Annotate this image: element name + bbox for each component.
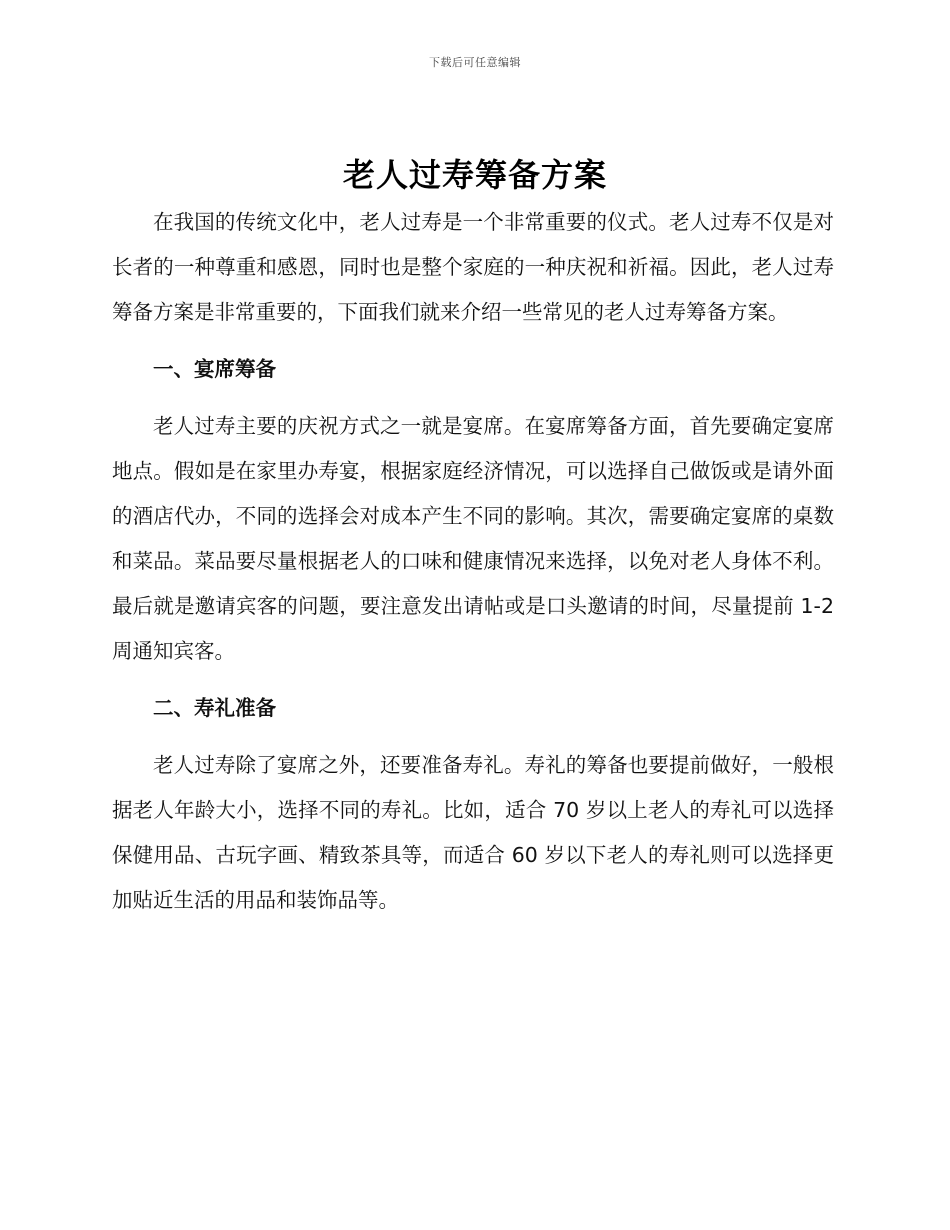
section-heading-gift: 二、寿礼准备 (153, 696, 276, 720)
section-heading-banquet: 一、宴席筹备 (153, 357, 276, 381)
document-body (112, 200, 834, 923)
section-body-banquet: 老人过寿主要的庆祝方式之一就是宴席。在宴席筹备方面，首先要确定宴席地点。假如是在家里办寿宴，根据家庭经济情况，可以选择自己做饭或是请外面的酒店代办，不同的选择会对成本产生不同的影响。其次，需要确定宴席的桌数和菜品。菜品要尽量根据老人的口味和健康情况来选择，以免对老人身体不利。最后就是邀请宾客的问题，要注意发出请帖或是口头邀请的时间，尽量提前 1-2 周通知宾客。 (112, 414, 834, 663)
document-title: 老人过寿筹备方案 (342, 156, 607, 194)
header-note: 下载后可任意编辑 (429, 56, 521, 69)
intro-paragraph: 在我国的传统文化中，老人过寿是一个非常重要的仪式。老人过寿不仅是对长者的一种尊重和感恩，同时也是整个家庭的一种庆祝和祈福。因此，老人过寿筹备方案是非常重要的，下面我们就来介绍一些常见的老人过寿筹备方案。 (112, 210, 834, 324)
section-body-gift: 老人过寿除了宴席之外，还要准备寿礼。寿礼的筹备也要提前做好，一般根据老人年龄大小，选择不同的寿礼。比如，适合 70 岁以上老人的寿礼可以选择保健用品、古玩字画、精致茶具等，而适合 60 岁以下老人的寿礼则可以选择更加贴近生活的用品和装饰品等。 (112, 753, 834, 912)
